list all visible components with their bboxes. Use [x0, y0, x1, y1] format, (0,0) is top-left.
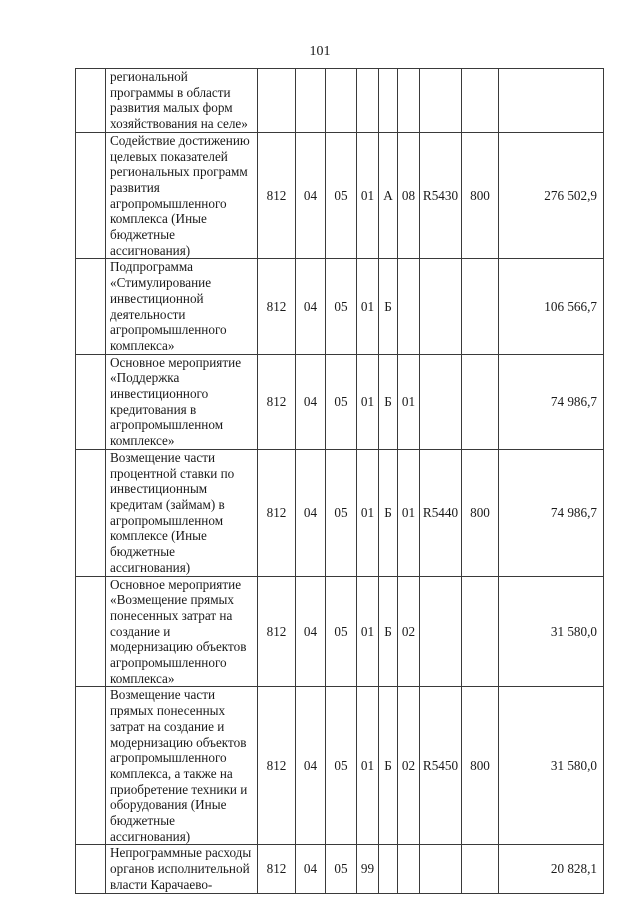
row-name: Основное мероприятие «Возмещение прямых понесенных затрат на создание и модернизацию объектов агропромышленного комплекса»: [106, 576, 258, 687]
subprogram-code: Б: [379, 354, 398, 449]
row-name: Возмещение части прямых понесенных затрат на создание и модернизацию объектов агропромышленного комплекса, а также на приобретение техники и оборудования (Иные бюджетные ассигнования): [106, 687, 258, 845]
direction-code: R5440: [420, 449, 462, 576]
event-code: 02: [398, 576, 420, 687]
amount-cell: 74 986,7: [499, 354, 604, 449]
table-row: [76, 354, 604, 449]
section-code: 04: [296, 259, 326, 354]
index-cell: [76, 576, 106, 687]
event-code: 02: [398, 687, 420, 845]
section-code: 04: [296, 845, 326, 893]
event-code: [398, 69, 420, 133]
expense-type-code: 800: [462, 449, 499, 576]
expense-type-code: [462, 354, 499, 449]
subprogram-code: Б: [379, 576, 398, 687]
section-code: 04: [296, 687, 326, 845]
subprogram-code: Б: [379, 687, 398, 845]
subsection-code: 05: [326, 687, 357, 845]
ministry-code: [258, 69, 296, 133]
program-code: 01: [357, 576, 379, 687]
subsection-code: 05: [326, 576, 357, 687]
event-code: [398, 259, 420, 354]
ministry-code: 812: [258, 687, 296, 845]
direction-code: [420, 69, 462, 133]
index-cell: [76, 69, 106, 133]
program-code: 01: [357, 259, 379, 354]
index-cell: [76, 354, 106, 449]
program-code: 01: [357, 449, 379, 576]
table-row: [76, 576, 604, 687]
direction-code: R5450: [420, 687, 462, 845]
page-number: 101: [309, 44, 331, 59]
amount-cell: 276 502,9: [499, 132, 604, 259]
subprogram-code: А: [379, 132, 398, 259]
table-row: [76, 259, 604, 354]
ministry-code: 812: [258, 449, 296, 576]
subsection-code: 05: [326, 259, 357, 354]
expense-type-code: [462, 845, 499, 893]
event-code: 01: [398, 449, 420, 576]
subprogram-code: [379, 69, 398, 133]
subprogram-code: [379, 845, 398, 893]
table-row: [76, 687, 604, 845]
ministry-code: 812: [258, 259, 296, 354]
program-code: 99: [357, 845, 379, 893]
ministry-code: 812: [258, 576, 296, 687]
ministry-code: 812: [258, 354, 296, 449]
subsection-code: 05: [326, 449, 357, 576]
section-code: [296, 69, 326, 133]
amount-cell: 31 580,0: [499, 687, 604, 845]
index-cell: [76, 132, 106, 259]
subsection-code: 05: [326, 132, 357, 259]
expense-type-code: [462, 259, 499, 354]
ministry-code: 812: [258, 845, 296, 893]
direction-code: [420, 576, 462, 687]
direction-code: R5430: [420, 132, 462, 259]
event-code: 08: [398, 132, 420, 259]
program-code: 01: [357, 354, 379, 449]
section-code: 04: [296, 449, 326, 576]
row-name: Возмещение части процентной ставки по инвестиционным кредитам (займам) в агропромышленном комплексе (Иные бюджетные ассигнования): [106, 449, 258, 576]
ministry-code: 812: [258, 132, 296, 259]
row-name: Содействие достижению целевых показателей региональных программ развития агропромышленного комплекса (Иные бюджетные ассигнования): [106, 132, 258, 259]
index-cell: [76, 845, 106, 893]
amount-cell: 31 580,0: [499, 576, 604, 687]
table-row: [76, 69, 604, 133]
section-code: 04: [296, 576, 326, 687]
section-code: 04: [296, 132, 326, 259]
subprogram-code: Б: [379, 449, 398, 576]
direction-code: [420, 354, 462, 449]
amount-cell: 74 986,7: [499, 449, 604, 576]
subsection-code: 05: [326, 845, 357, 893]
subprogram-code: Б: [379, 259, 398, 354]
row-name: Основное мероприятие «Поддержка инвестиционного кредитования в агропромышленном комплексе»: [106, 354, 258, 449]
row-name: Непрограммные расходы органов исполнительной власти Карачаево-: [106, 845, 258, 893]
amount-cell: 106 566,7: [499, 259, 604, 354]
subsection-code: [326, 69, 357, 133]
row-name: Подпрограмма «Стимулирование инвестиционной деятельности агропромышленного комплекса»: [106, 259, 258, 354]
expense-type-code: 800: [462, 687, 499, 845]
expense-type-code: [462, 69, 499, 133]
program-code: [357, 69, 379, 133]
table-row: [76, 132, 604, 259]
budget-table: [75, 68, 604, 894]
expense-type-code: [462, 576, 499, 687]
amount-cell: [499, 69, 604, 133]
subsection-code: 05: [326, 354, 357, 449]
table-row: [76, 845, 604, 893]
program-code: 01: [357, 687, 379, 845]
expense-type-code: 800: [462, 132, 499, 259]
event-code: [398, 845, 420, 893]
row-name: региональной программы в области развития малых форм хозяйствования на селе»: [106, 69, 258, 133]
index-cell: [76, 449, 106, 576]
table-row: [76, 449, 604, 576]
program-code: 01: [357, 132, 379, 259]
index-cell: [76, 687, 106, 845]
index-cell: [76, 259, 106, 354]
section-code: 04: [296, 354, 326, 449]
direction-code: [420, 259, 462, 354]
direction-code: [420, 845, 462, 893]
event-code: 01: [398, 354, 420, 449]
amount-cell: 20 828,1: [499, 845, 604, 893]
